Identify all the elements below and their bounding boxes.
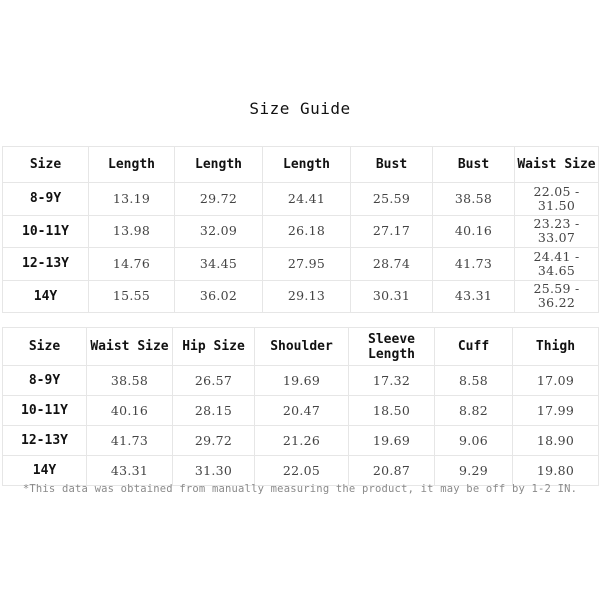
size-cell: 12-13Y	[3, 248, 89, 281]
value-cell: 31.30	[173, 456, 255, 486]
value-cell: 13.98	[89, 215, 175, 248]
value-cell: 27.95	[263, 248, 351, 281]
value-cell: 27.17	[351, 215, 433, 248]
column-header: Cuff	[435, 328, 513, 366]
value-cell: 17.99	[513, 396, 599, 426]
size-cell: 10-11Y	[3, 215, 89, 248]
table-row	[3, 183, 599, 216]
column-header: Bust	[433, 147, 515, 183]
value-cell: 14.76	[89, 248, 175, 281]
column-header: Length	[263, 147, 351, 183]
value-cell: 22.05	[255, 456, 349, 486]
value-cell: 23.23 - 33.07	[515, 215, 599, 248]
table-header-row	[3, 328, 599, 366]
value-cell: 40.16	[87, 396, 173, 426]
measurement-disclaimer: *This data was obtained from manually measuring the product, it may be off by 1-2 IN.	[22, 483, 578, 495]
table-row	[3, 396, 599, 426]
table-row	[3, 366, 599, 396]
value-cell: 17.32	[349, 366, 435, 396]
value-cell: 17.09	[513, 366, 599, 396]
value-cell: 25.59	[351, 183, 433, 216]
value-cell: 18.90	[513, 426, 599, 456]
column-header: Thigh	[513, 328, 599, 366]
table-row	[3, 215, 599, 248]
column-header: Waist Size	[515, 147, 599, 183]
size-cell: 12-13Y	[3, 426, 87, 456]
column-header: Size	[3, 147, 89, 183]
value-cell: 21.26	[255, 426, 349, 456]
column-header: Shoulder	[255, 328, 349, 366]
value-cell: 24.41 - 34.65	[515, 248, 599, 281]
size-cell: 14Y	[3, 280, 89, 313]
value-cell: 38.58	[87, 366, 173, 396]
value-cell: 24.41	[263, 183, 351, 216]
value-cell: 26.57	[173, 366, 255, 396]
value-cell: 9.06	[435, 426, 513, 456]
column-header: Length	[89, 147, 175, 183]
value-cell: 41.73	[87, 426, 173, 456]
value-cell: 29.72	[175, 183, 263, 216]
value-cell: 22.05 - 31.50	[515, 183, 599, 216]
value-cell: 28.15	[173, 396, 255, 426]
value-cell: 36.02	[175, 280, 263, 313]
size-table-2	[2, 327, 599, 486]
value-cell: 26.18	[263, 215, 351, 248]
size-table-1	[2, 146, 599, 313]
column-header: Size	[3, 328, 87, 366]
column-header: Bust	[351, 147, 433, 183]
table-row	[3, 456, 599, 486]
value-cell: 20.47	[255, 396, 349, 426]
value-cell: 30.31	[351, 280, 433, 313]
value-cell: 28.74	[351, 248, 433, 281]
column-header: Waist Size	[87, 328, 173, 366]
value-cell: 19.80	[513, 456, 599, 486]
size-cell: 8-9Y	[3, 366, 87, 396]
value-cell: 8.58	[435, 366, 513, 396]
value-cell: 29.72	[173, 426, 255, 456]
value-cell: 18.50	[349, 396, 435, 426]
value-cell: 13.19	[89, 183, 175, 216]
value-cell: 15.55	[89, 280, 175, 313]
value-cell: 41.73	[433, 248, 515, 281]
value-cell: 25.59 - 36.22	[515, 280, 599, 313]
page-title: Size Guide	[249, 99, 351, 118]
value-cell: 9.29	[435, 456, 513, 486]
table-row	[3, 248, 599, 281]
value-cell: 32.09	[175, 215, 263, 248]
size-cell: 8-9Y	[3, 183, 89, 216]
size-cell: 10-11Y	[3, 396, 87, 426]
value-cell: 20.87	[349, 456, 435, 486]
column-header: Sleeve Length	[349, 328, 435, 366]
value-cell: 19.69	[349, 426, 435, 456]
value-cell: 34.45	[175, 248, 263, 281]
value-cell: 40.16	[433, 215, 515, 248]
column-header: Length	[175, 147, 263, 183]
value-cell: 29.13	[263, 280, 351, 313]
table-row	[3, 426, 599, 456]
table-row	[3, 280, 599, 313]
value-cell: 8.82	[435, 396, 513, 426]
table-header-row	[3, 147, 599, 183]
value-cell: 19.69	[255, 366, 349, 396]
column-header: Hip Size	[173, 328, 255, 366]
value-cell: 43.31	[87, 456, 173, 486]
size-cell: 14Y	[3, 456, 87, 486]
value-cell: 43.31	[433, 280, 515, 313]
value-cell: 38.58	[433, 183, 515, 216]
